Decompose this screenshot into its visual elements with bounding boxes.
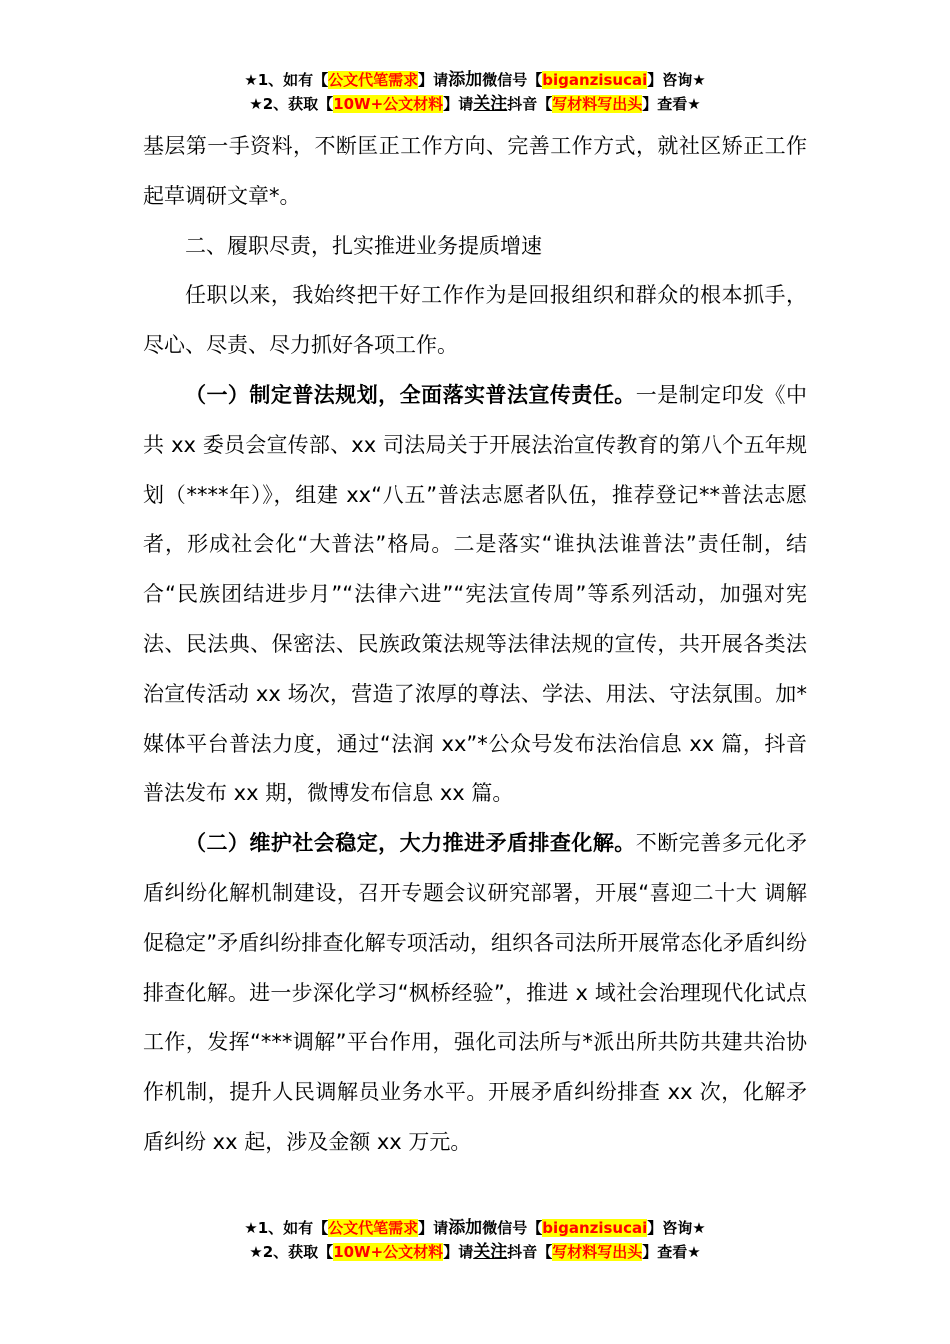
banner-text: 】请 [418,71,449,89]
banner-text: 】请 [443,95,474,113]
banner-highlight: 10W+公文材料 [333,1243,444,1261]
banner-line-1 [0,1216,950,1240]
item-1-paragraph [143,371,807,819]
banner-highlight-wechat-id: biganzisucai [542,1219,648,1237]
banner-text: ★1、如有【 [244,71,329,89]
banner-emphasis: 添加 [448,1218,483,1238]
section-intro-paragraph: 任职以来，我始终把干好工作作为是回报组织和群众的根本抓手，尽心、尽责、尽力抓好各项工作。 [143,283,807,358]
item-2-title: （二）维护社会稳定，大力推进矛盾排查化解。 [185,831,636,856]
banner-highlight-douyin-id: 写材料写出头 [552,95,643,113]
banner-text: 】请 [418,1219,449,1237]
banner-text: ★1、如有【 [244,1219,329,1237]
banner-text: ★2、获取【 [249,1243,334,1261]
bottom-banner [0,1216,950,1264]
section-heading: 二、履职尽责，扎实推进业务提质增速 [185,233,542,258]
item-2-paragraph [143,819,807,1168]
banner-text: 抖音【 [507,1243,553,1261]
banner-emphasis: 添加 [448,70,483,90]
banner-text: 】查看★ [642,1243,701,1261]
banner-highlight: 10W+公文材料 [333,95,444,113]
item-2-body: 不断完善多元化矛盾纠纷化解机制建设，召开专题会议研究部署，开展“喜迎二十大 调解促稳定”矛盾纠纷排查化解专项活动，组织各司法所开展常态化矛盾纠纷排查化解。进一步深化学习“枫桥经验”，推进 x 域社会治理现代化试点工作，发挥“***调解”平台作用，强化司法所与*派出所共防共建共治协作机制，提升人民调解员业务水平。开展矛盾纠纷排查 xx 次，化解矛盾纠纷 xx 起，涉及金额 xx 万元。 [143,831,807,1154]
banner-text: ★2、获取【 [249,95,334,113]
banner-highlight-wechat-id: biganzisucai [542,71,648,89]
banner-text: 抖音【 [507,95,553,113]
item-1-body: 一是制定印发《中共 xx 委员会宣传部、xx 司法局关于开展法治宣传教育的第八个五年规划（****年）》，组建 xx“八五”普法志愿者队伍，推荐登记**普法志愿者，形成社会化“大普法”格局。二是落实“谁执法谁普法”责任制，结合“民族团结进步月”“法律六进”“宪法宣传周”等系列活动，加强对宪法、民法典、保密法、民族政策法规等法律法规的宣传，共开展各类法治宣传活动 xx 场次，营造了浓厚的尊法、学法、用法、守法氛围。加*媒体平台普法力度，通过“法润 xx”*公众号发布法治信息 xx 篇，抖音普法发布 xx 期，微博发布信息 xx 篇。 [143,382,807,806]
banner-line-2 [0,1240,950,1264]
banner-text: 微信号【 [482,71,543,89]
top-banner [0,68,950,116]
item-1-title: （一）制定普法规划，全面落实普法宣传责任。 [185,382,636,407]
paragraph-continued: 基层第一手资料，不断匡正工作方向、完善工作方式，就社区矫正工作起草调研文章*。 [143,134,807,208]
banner-highlight: 公文代笔需求 [328,1219,419,1237]
banner-text: 微信号【 [482,1219,543,1237]
banner-text: 】查看★ [642,95,701,113]
banner-text: 】咨询★ [647,1219,706,1237]
banner-emphasis: 关注 [473,94,508,114]
document-body [143,122,807,1168]
banner-highlight-douyin-id: 写材料写出头 [552,1243,643,1261]
banner-highlight: 公文代笔需求 [328,71,419,89]
banner-line-1 [0,68,950,92]
banner-text: 】咨询★ [647,71,706,89]
banner-emphasis: 关注 [473,1242,508,1262]
banner-line-2 [0,92,950,116]
banner-text: 】请 [443,1243,474,1261]
